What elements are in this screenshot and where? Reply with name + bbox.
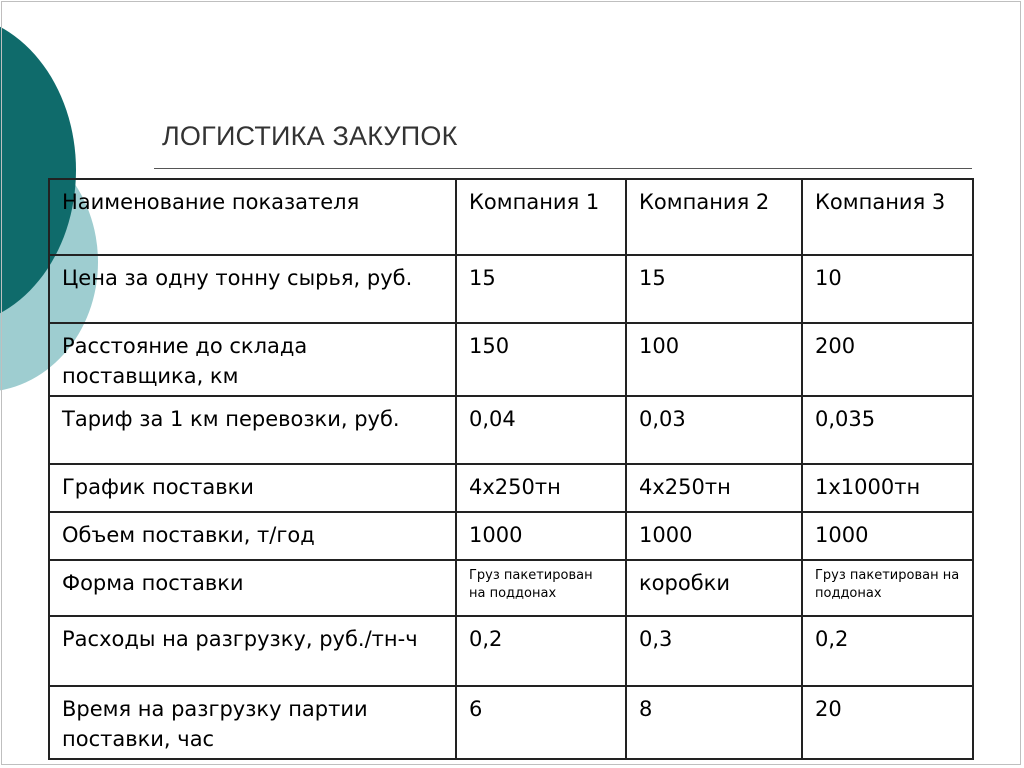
table-cell: Груз пакетирован на поддонах bbox=[802, 560, 973, 616]
table-cell: коробки bbox=[626, 560, 802, 616]
table-cell: 8 bbox=[626, 686, 802, 759]
table-cell: 1000 bbox=[456, 512, 626, 560]
table-row bbox=[49, 255, 973, 323]
table-cell: График поставки bbox=[49, 464, 456, 512]
table-cell: 0,04 bbox=[456, 396, 626, 464]
title-underline bbox=[154, 168, 972, 169]
table-header-row bbox=[49, 179, 973, 255]
table-cell: Цена за одну тонну сырья, руб. bbox=[49, 255, 456, 323]
table-cell: Время на разгрузку партии поставки, час bbox=[49, 686, 456, 759]
table-cell: Форма поставки bbox=[49, 560, 456, 616]
table-row bbox=[49, 512, 973, 560]
header-cell-company-2: Компания 2 bbox=[626, 179, 802, 255]
table-cell: 20 bbox=[802, 686, 973, 759]
header-cell-company-3: Компания 3 bbox=[802, 179, 973, 255]
table-cell: 15 bbox=[626, 255, 802, 323]
table-cell: 150 bbox=[456, 323, 626, 396]
table-cell: 0,2 bbox=[802, 616, 973, 686]
table-cell: 6 bbox=[456, 686, 626, 759]
table-cell: 100 bbox=[626, 323, 802, 396]
table-cell: 0,3 bbox=[626, 616, 802, 686]
header-cell-company-1: Компания 1 bbox=[456, 179, 626, 255]
table-cell: Груз пакетирован на поддонах bbox=[456, 560, 626, 616]
table-row bbox=[49, 686, 973, 759]
logistics-table bbox=[48, 178, 974, 760]
table-cell: Объем поставки, т/год bbox=[49, 512, 456, 560]
table-cell: 15 bbox=[456, 255, 626, 323]
table-row bbox=[49, 560, 973, 616]
table-cell: 4х250тн bbox=[456, 464, 626, 512]
header-cell-indicator: Наименование показателя bbox=[49, 179, 456, 255]
table-cell: 1000 bbox=[802, 512, 973, 560]
table-cell: 1000 bbox=[626, 512, 802, 560]
table-cell: 0,2 bbox=[456, 616, 626, 686]
table-cell: Расходы на разгрузку, руб./тн-ч bbox=[49, 616, 456, 686]
table-cell: 1х1000тн bbox=[802, 464, 973, 512]
table-cell: 10 bbox=[802, 255, 973, 323]
slide-title: ЛОГИСТИКА ЗАКУПОК bbox=[162, 121, 458, 151]
table-cell: 0,03 bbox=[626, 396, 802, 464]
table-row bbox=[49, 396, 973, 464]
table-cell: 4х250тн bbox=[626, 464, 802, 512]
table-row bbox=[49, 464, 973, 512]
table-cell: 200 bbox=[802, 323, 973, 396]
table-row bbox=[49, 323, 973, 396]
table-cell: Тариф за 1 км перевозки, руб. bbox=[49, 396, 456, 464]
table-cell: Расстояние до склада поставщика, км bbox=[49, 323, 456, 396]
table-cell: 0,035 bbox=[802, 396, 973, 464]
table-row bbox=[49, 616, 973, 686]
